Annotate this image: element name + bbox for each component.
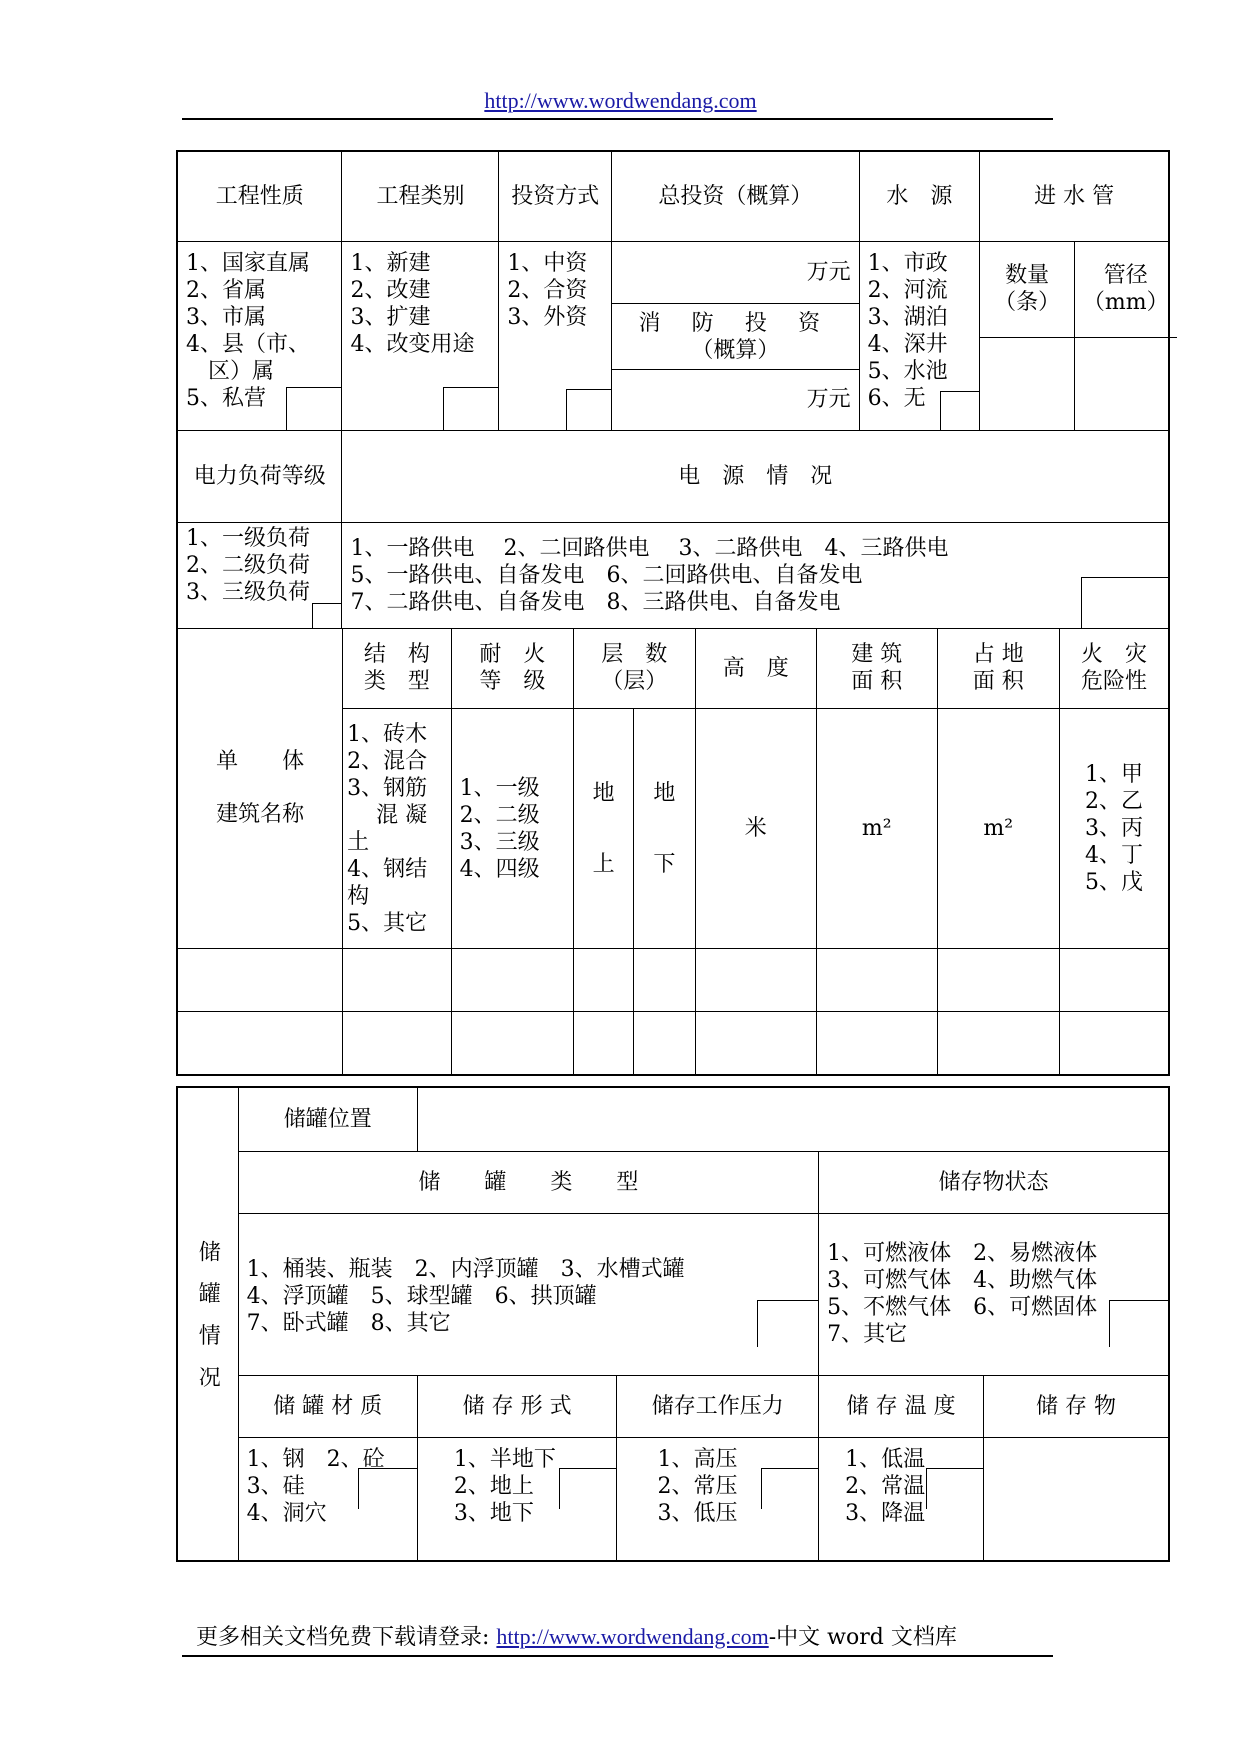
pipe-count-cell [980, 241, 1075, 430]
header-substance: 储 存 物 [984, 1375, 1169, 1437]
option-item: 5、水池 [867, 358, 948, 384]
storage-state-options [819, 1213, 1169, 1375]
option-item: 2、改建 [350, 277, 431, 303]
option-item: 5、不燃气体 6、可燃固体 [827, 1295, 1098, 1320]
option-item: 6、无 [867, 385, 926, 411]
option-item: 区）属 [186, 358, 275, 384]
building-section [177, 628, 1169, 1075]
invest-amount-cell [612, 241, 859, 430]
fire-invest-sub: （概算） [691, 337, 780, 363]
form-options: 1、半地下 2、地上 3、地下 [417, 1437, 617, 1561]
cell[interactable] [634, 1012, 695, 1074]
header-water-source: 水 源 [859, 151, 980, 241]
header-total-invest: 总投资（概算） [612, 151, 859, 241]
pressure-answer-box[interactable] [761, 1468, 818, 1509]
pipe-diameter-cell [1074, 241, 1169, 430]
option-item: 7、二路供电、自备发电 8、三路供电、自备发电 [350, 589, 841, 615]
option-item: 1、市政 [867, 250, 948, 276]
power-source-header: 电 源 情 况 [342, 430, 1169, 522]
temperature-options: 1、低温 2、常温 3、降温 [819, 1437, 984, 1561]
header-pressure: 储存工作压力 [617, 1375, 819, 1437]
cell[interactable] [451, 949, 573, 1012]
cell[interactable] [178, 949, 343, 1012]
total-invest-unit[interactable]: 万元 [612, 242, 858, 304]
cell[interactable] [1060, 949, 1169, 1012]
category-options-cell [342, 241, 499, 430]
storage-tank-table [176, 1086, 1170, 1562]
floors-below: 地 下 [634, 709, 695, 949]
nature-options-cell [177, 241, 342, 430]
header-inlet-pipe: 进 水 管 [980, 151, 1169, 241]
header-invest-mode: 投资方式 [499, 151, 612, 241]
cell[interactable] [937, 949, 1059, 1012]
option-item: 1、一路供电 2、二回路供电 3、二路供电 4、三路供电 [350, 535, 949, 561]
option-item: 4、县（市、 [186, 331, 310, 357]
pipe-diameter-value[interactable] [1075, 338, 1177, 430]
footer-suffix: -中文 word 文档库 [768, 1625, 957, 1650]
storage-state-answer-box[interactable] [1109, 1300, 1168, 1347]
load-options-cell [177, 522, 342, 628]
option-item: 5、私营 [186, 385, 266, 411]
pipe-count-value[interactable] [980, 338, 1074, 430]
header-nature: 工程性质 [177, 151, 342, 241]
option-item: 3、扩建 [350, 304, 431, 330]
header-form: 储 存 形 式 [417, 1375, 617, 1437]
pipe-count-label: 数量 （条） [980, 242, 1074, 338]
option-item: 1、可燃液体 2、易燃液体 [827, 1241, 1098, 1266]
category-answer-box[interactable] [443, 387, 498, 430]
cell[interactable] [937, 1012, 1059, 1074]
cell[interactable] [695, 1012, 816, 1074]
header-material: 储 罐 材 质 [238, 1375, 417, 1437]
storage-state-header: 储存物状态 [819, 1151, 1169, 1213]
footer [196, 1620, 957, 1651]
option-item: 3、外资 [507, 304, 588, 330]
option-item: 3、可燃气体 4、助燃气体 [827, 1268, 1098, 1293]
option-item: 1、国家直属 [186, 250, 310, 276]
footer-divider [182, 1655, 1053, 1657]
tank-type-answer-box[interactable] [757, 1300, 818, 1347]
fire-invest-unit[interactable]: 万元 [806, 387, 851, 413]
cell[interactable] [1060, 1012, 1169, 1074]
building-area-unit: m² [817, 709, 937, 949]
tank-position-value[interactable] [417, 1087, 1169, 1151]
option-item: 7、卧式罐 8、其它 [246, 1310, 451, 1336]
load-level-header: 电力负荷等级 [177, 430, 342, 522]
cell[interactable] [574, 949, 634, 1012]
option-item: 4、改变用途 [350, 331, 475, 357]
cell[interactable] [817, 1012, 937, 1074]
cell[interactable] [343, 949, 451, 1012]
header-height: 高 度 [695, 629, 816, 709]
tank-type-options [238, 1213, 819, 1375]
table-row [178, 949, 1168, 1012]
cell[interactable] [695, 949, 816, 1012]
option-item: 1、一级负荷 [186, 525, 310, 551]
header-land-area: 占 地 面 积 [937, 629, 1059, 709]
project-info-table [176, 150, 1170, 1076]
power-options-cell [342, 522, 1169, 628]
option-item: 1、桶装、瓶装 2、内浮顶罐 3、水槽式罐 [246, 1256, 685, 1282]
cell[interactable] [178, 1012, 343, 1074]
tank-type-header: 储 罐 类 型 [238, 1151, 819, 1213]
water-answer-box[interactable] [940, 391, 979, 430]
option-item: 2、省属 [186, 277, 266, 303]
cell[interactable] [451, 1012, 573, 1074]
option-item: 4、浮顶罐 5、球型罐 6、拱顶罐 [246, 1283, 597, 1309]
height-unit: 米 [695, 709, 816, 949]
hazard-options: 1、甲 2、乙 3、丙 4、丁 5、戊 [1060, 709, 1169, 949]
header-fire-hazard: 火 灾 危险性 [1060, 629, 1169, 709]
footer-url[interactable]: http://www.wordwendang.com [496, 1624, 769, 1649]
option-item: 3、三级负荷 [186, 579, 310, 605]
option-item: 3、市属 [186, 304, 266, 330]
header-structure: 结 构 类 型 [343, 629, 451, 709]
invest-options-cell [499, 241, 612, 430]
fire-invest-label [612, 304, 858, 370]
form-answer-box[interactable] [559, 1468, 616, 1509]
option-item: 3、湖泊 [867, 304, 948, 330]
table-row [178, 1012, 1168, 1074]
invest-answer-box[interactable] [566, 389, 611, 430]
header-url[interactable]: http://www.wordwendang.com [484, 88, 757, 113]
option-item: 1、新建 [350, 250, 431, 276]
footer-prefix: 更多相关文档免费下载请登录: [196, 1625, 497, 1650]
water-options-cell [859, 241, 980, 430]
rating-options: 1、一级 2、二级 3、三级 4、四级 [451, 709, 573, 949]
header-category: 工程类别 [342, 151, 499, 241]
header-fire-rating: 耐 火 等 级 [451, 629, 573, 709]
building-name-label: 单 体 建筑名称 [178, 629, 343, 949]
option-item: 4、深井 [867, 331, 948, 357]
option-item: 2、二级负荷 [186, 552, 310, 578]
load-answer-box[interactable] [312, 603, 341, 628]
option-item: 7、其它 [827, 1322, 908, 1347]
header-temperature: 储 存 温 度 [819, 1375, 984, 1437]
floors-above: 地 上 [574, 709, 634, 949]
cell[interactable] [343, 1012, 451, 1074]
option-item: 2、河流 [867, 277, 948, 303]
tank-position-label: 储罐位置 [238, 1087, 417, 1151]
temperature-answer-box[interactable] [926, 1468, 983, 1509]
header-divider [182, 118, 1053, 120]
option-item: 1、中资 [507, 250, 588, 276]
tank-side-label: 储罐情况 [177, 1087, 238, 1561]
option-item: 5、一路供电、自备发电 6、二回路供电、自备发电 [350, 562, 863, 588]
power-answer-box[interactable] [1081, 577, 1168, 628]
option-item: 2、合资 [507, 277, 588, 303]
pressure-options: 1、高压 2、常压 3、低压 [617, 1437, 819, 1561]
land-area-unit: m² [937, 709, 1059, 949]
pipe-diameter-label: 管径 （mm） [1075, 242, 1177, 338]
header-building-area: 建 筑 面 积 [817, 629, 937, 709]
substance-value[interactable] [984, 1437, 1169, 1561]
nature-answer-box[interactable] [286, 387, 341, 430]
cell[interactable] [574, 1012, 634, 1074]
cell[interactable] [634, 949, 695, 1012]
cell[interactable] [817, 949, 937, 1012]
structure-options: 1、砖木 2、混合 3、钢筋 混 凝 土 4、钢结 构 5、其它 [343, 709, 451, 949]
material-options: 1、钢 2、砼 3、硅 4、洞穴 [238, 1437, 417, 1561]
fire-invest-title: 消 防 投 资 [638, 310, 833, 336]
material-answer-box[interactable] [358, 1468, 417, 1509]
header-floors: 层 数 （层） [574, 629, 695, 709]
